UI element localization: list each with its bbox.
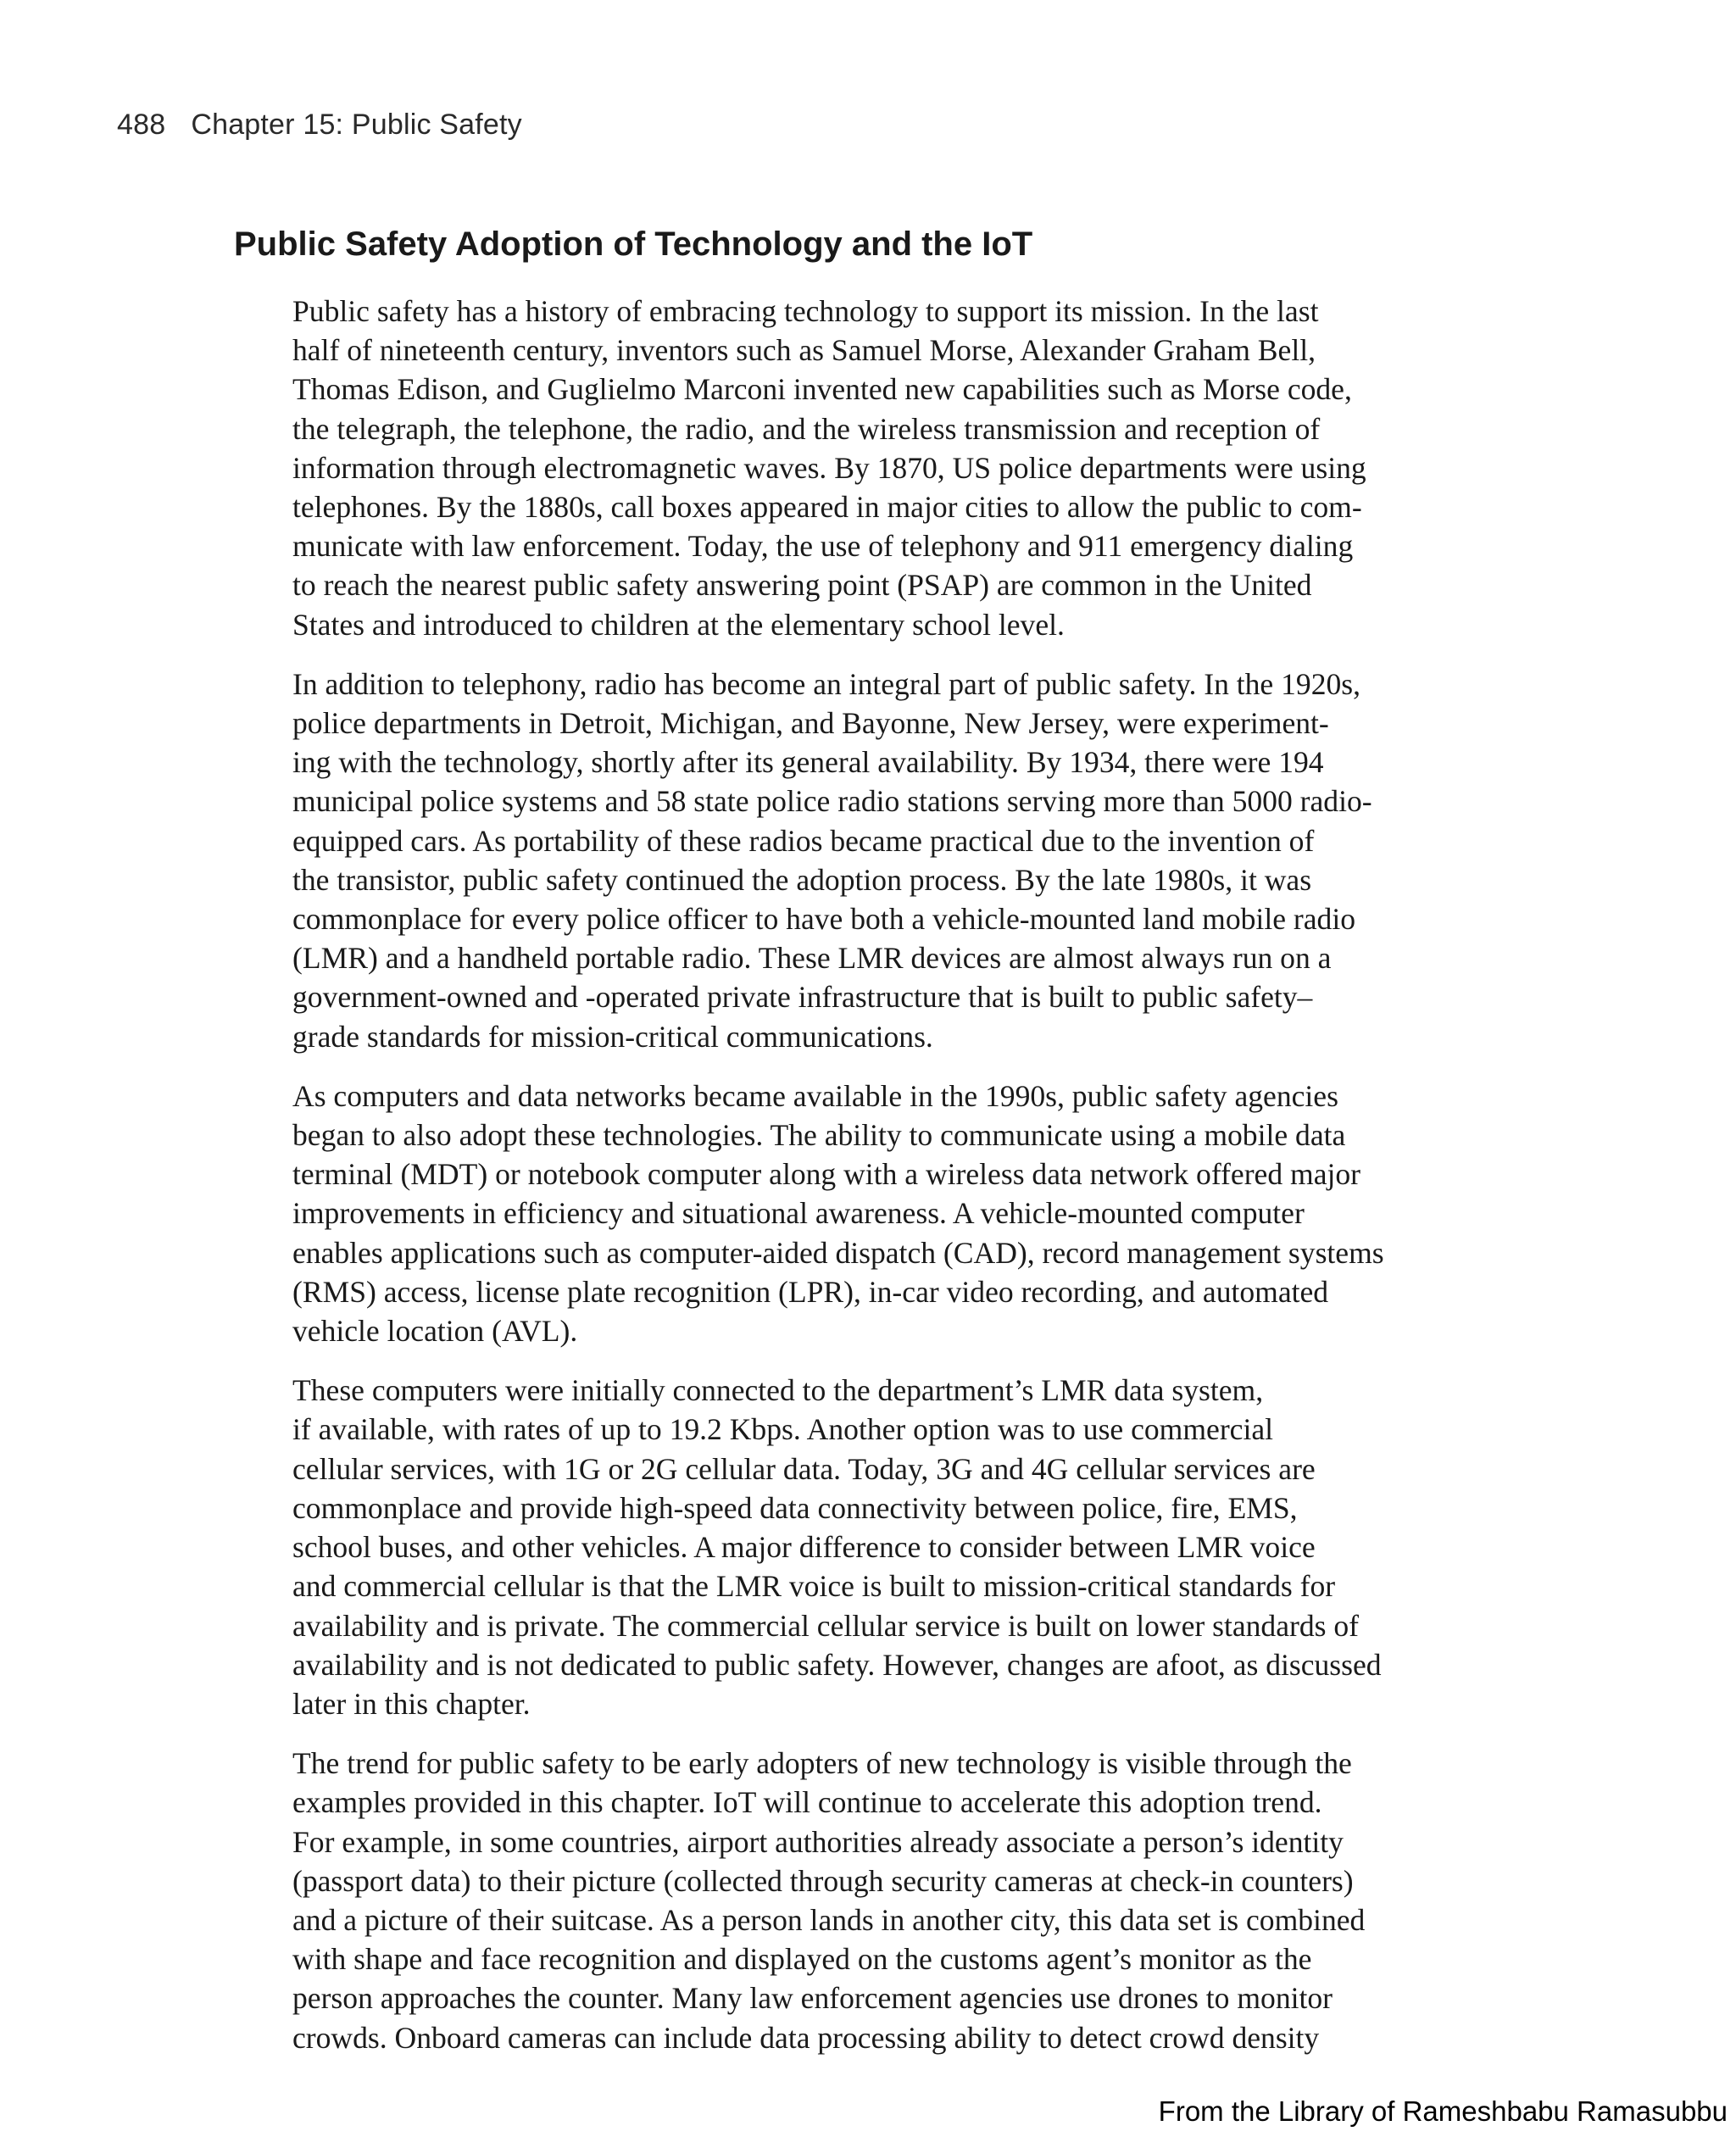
text-line: commonplace and provide high-speed data connectivity between police, fire, EMS, <box>292 1490 1298 1525</box>
chapter-title: Chapter 15: Public Safety <box>191 109 522 141</box>
text-line: availability and is private. The commercial cellular service is built on lower standards of <box>292 1608 1360 1643</box>
text-line: information through electromagnetic waves. By 1870, US police departments were using <box>292 450 1366 485</box>
text-line: municate with law enforcement. Today, the use of telephony and 911 emergency dialing <box>292 529 1354 564</box>
section-heading: Public Safety Adoption of Technology and the IoT <box>234 225 1033 263</box>
text-line: equipped cars. As portability of these radios became practical due to the invention of <box>292 823 1315 858</box>
text-line: half of nineteenth century, inventors such as Samuel Morse, Alexander Graham Bell, <box>292 333 1316 368</box>
text-line: ing with the technology, shortly after its general availability. By 1934, there were 194 <box>292 745 1324 780</box>
text-line: and a picture of their suitcase. As a person lands in another city, this data set is combined <box>292 1902 1366 1937</box>
text-line: Public safety has a history of embracing technology to support its mission. In the last <box>292 294 1319 328</box>
text-line: Thomas Edison, and Guglielmo Marconi invented new capabilities such as Morse code, <box>292 372 1352 407</box>
text-line: police departments in Detroit, Michigan, and Bayonne, New Jersey, were experiment- <box>292 706 1329 741</box>
library-watermark: From the Library of Rameshbabu Ramasubbu <box>1158 2095 1728 2127</box>
paragraph-1 <box>292 292 1445 644</box>
text-line: As computers and data networks became available in the 1990s, public safety agencies <box>292 1078 1338 1113</box>
text-line: school buses, and other vehicles. A major difference to consider between LMR voice <box>292 1530 1316 1565</box>
paragraph-2 <box>292 665 1445 1056</box>
paragraph-5 <box>292 1744 1445 2057</box>
text-line: the transistor, public safety continued the adoption process. By the late 1980s, it was <box>292 862 1312 897</box>
text-line: improvements in efficiency and situational awareness. A vehicle-mounted computer <box>292 1196 1305 1231</box>
text-line: examples provided in this chapter. IoT will continue to accelerate this adoption trend. <box>292 1785 1322 1820</box>
text-line: enables applications such as computer-aided dispatch (CAD), record management systems <box>292 1235 1384 1270</box>
running-head <box>117 109 522 142</box>
text-line: (RMS) access, license plate recognition (LPR), in-car video recording, and automated <box>292 1274 1329 1309</box>
text-line: commonplace for every police officer to have both a vehicle-mounted land mobile radio <box>292 902 1355 937</box>
paragraph-4 <box>292 1371 1445 1723</box>
text-line: These computers were initially connected to the department’s LMR data system, <box>292 1373 1264 1408</box>
text-line: telephones. By the 1880s, call boxes appeared in major cities to allow the public to com- <box>292 490 1362 525</box>
text-line: For example, in some countries, airport authorities already associate a person’s identity <box>292 1824 1344 1859</box>
text-line: States and introduced to children at the elementary school level. <box>292 607 1065 642</box>
text-line: crowds. Onboard cameras can include data processing ability to detect crowd density <box>292 2020 1320 2055</box>
text-line: and commercial cellular is that the LMR voice is built to mission-critical standards for <box>292 1569 1336 1604</box>
page-number: 488 <box>117 109 166 141</box>
text-line: the telegraph, the telephone, the radio, and the wireless transmission and reception of <box>292 411 1321 446</box>
text-line: In addition to telephony, radio has become an integral part of public safety. In the 1920s, <box>292 666 1361 701</box>
text-line: (passport data) to their picture (collected through security cameras at check-in counters) <box>292 1863 1354 1898</box>
text-line: terminal (MDT) or notebook computer along with a wireless data network offered major <box>292 1157 1361 1192</box>
text-line: if available, with rates of up to 19.2 Kbps. Another option was to use commercial <box>292 1412 1274 1447</box>
text-line: availability and is not dedicated to public safety. However, changes are afoot, as discussed <box>292 1647 1382 1682</box>
text-line: municipal police systems and 58 state police radio stations serving more than 5000 radio- <box>292 784 1372 819</box>
body-text <box>292 292 1445 2078</box>
text-line: person approaches the counter. Many law enforcement agencies use drones to monitor <box>292 1981 1333 2016</box>
text-line: The trend for public safety to be early adopters of new technology is visible through the <box>292 1746 1352 1781</box>
paragraph-3 <box>292 1077 1445 1350</box>
text-line: later in this chapter. <box>292 1686 531 1721</box>
text-line: with shape and face recognition and displayed on the customs agent’s monitor as the <box>292 1942 1312 1977</box>
text-line: began to also adopt these technologies. The ability to communicate using a mobile data <box>292 1118 1346 1153</box>
text-line: to reach the nearest public safety answering point (PSAP) are common in the United <box>292 568 1312 603</box>
text-line: grade standards for mission-critical communications. <box>292 1019 933 1054</box>
text-line: cellular services, with 1G or 2G cellular data. Today, 3G and 4G cellular services are <box>292 1451 1316 1486</box>
text-line: vehicle location (AVL). <box>292 1314 578 1349</box>
text-line: government-owned and -operated private infrastructure that is built to public safety– <box>292 980 1313 1015</box>
text-line: (LMR) and a handheld portable radio. These LMR devices are almost always run on a <box>292 941 1332 976</box>
